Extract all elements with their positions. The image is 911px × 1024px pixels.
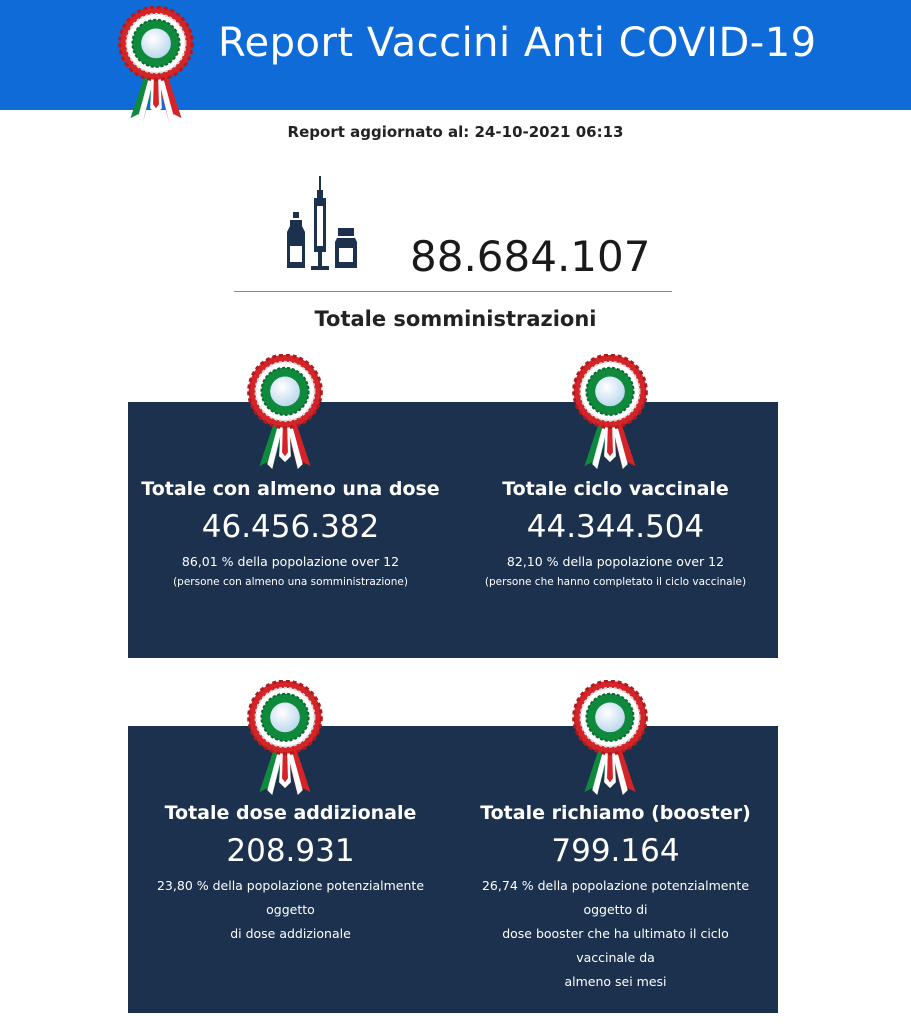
desc-line: di dose addizionale — [230, 926, 351, 941]
desc-line: dose booster che ha ultimato il ciclo — [502, 926, 729, 941]
total-administrations-label: Totale somministrazioni — [314, 307, 597, 331]
desc-line: 23,80 % della popolazione potenzialmente — [156, 878, 425, 893]
stat-value: 208.931 — [226, 833, 355, 869]
desc-line: 26,74 % della popolazione potenzialmente — [481, 878, 750, 893]
italian-rosette-icon — [570, 354, 650, 470]
desc-line: almeno sei mesi — [564, 974, 667, 989]
italian-rosette-icon — [245, 354, 325, 470]
stat-description — [453, 874, 778, 994]
stat-value: 44.344.504 — [526, 509, 705, 545]
stat-title: Totale ciclo vaccinale — [502, 478, 729, 500]
stat-note: (persone con almeno una somministrazione) — [173, 576, 408, 588]
stat-title: Totale richiamo (booster) — [480, 802, 751, 824]
desc-line: oggetto — [266, 902, 315, 917]
stats-card-secondary — [128, 726, 778, 1013]
stat-first-dose — [128, 476, 453, 590]
stat-value: 46.456.382 — [201, 509, 380, 545]
stat-title: Totale dose addizionale — [164, 802, 417, 824]
stat-description: 82,10 % della popolazione over 12 — [506, 554, 725, 569]
stats-card-primary — [128, 402, 778, 658]
italian-rosette-icon — [245, 680, 325, 796]
italian-rosette-icon — [116, 6, 196, 122]
desc-line: vaccinale da — [576, 950, 655, 965]
total-administrations-value: 88.684.107 — [410, 232, 651, 281]
divider — [234, 291, 672, 292]
desc-line: oggetto di — [583, 902, 648, 917]
vaccine-vials-icon — [282, 176, 360, 274]
stat-note: (persone che hanno completato il ciclo vaccinale) — [484, 576, 747, 588]
italian-rosette-icon — [570, 680, 650, 796]
stat-value: 799.164 — [551, 833, 680, 869]
stat-booster — [453, 800, 778, 994]
stat-description: 86,01 % della popolazione over 12 — [181, 554, 400, 569]
stat-additional-dose — [128, 800, 453, 946]
header-bar — [0, 0, 911, 110]
report-updated-text: Report aggiornato al: 24-10-2021 06:13 — [287, 123, 624, 141]
page-title: Report Vaccini Anti COVID-19 — [218, 20, 817, 66]
stat-title: Totale con almeno una dose — [141, 478, 440, 500]
stat-description — [128, 874, 453, 946]
stat-full-cycle — [453, 476, 778, 590]
